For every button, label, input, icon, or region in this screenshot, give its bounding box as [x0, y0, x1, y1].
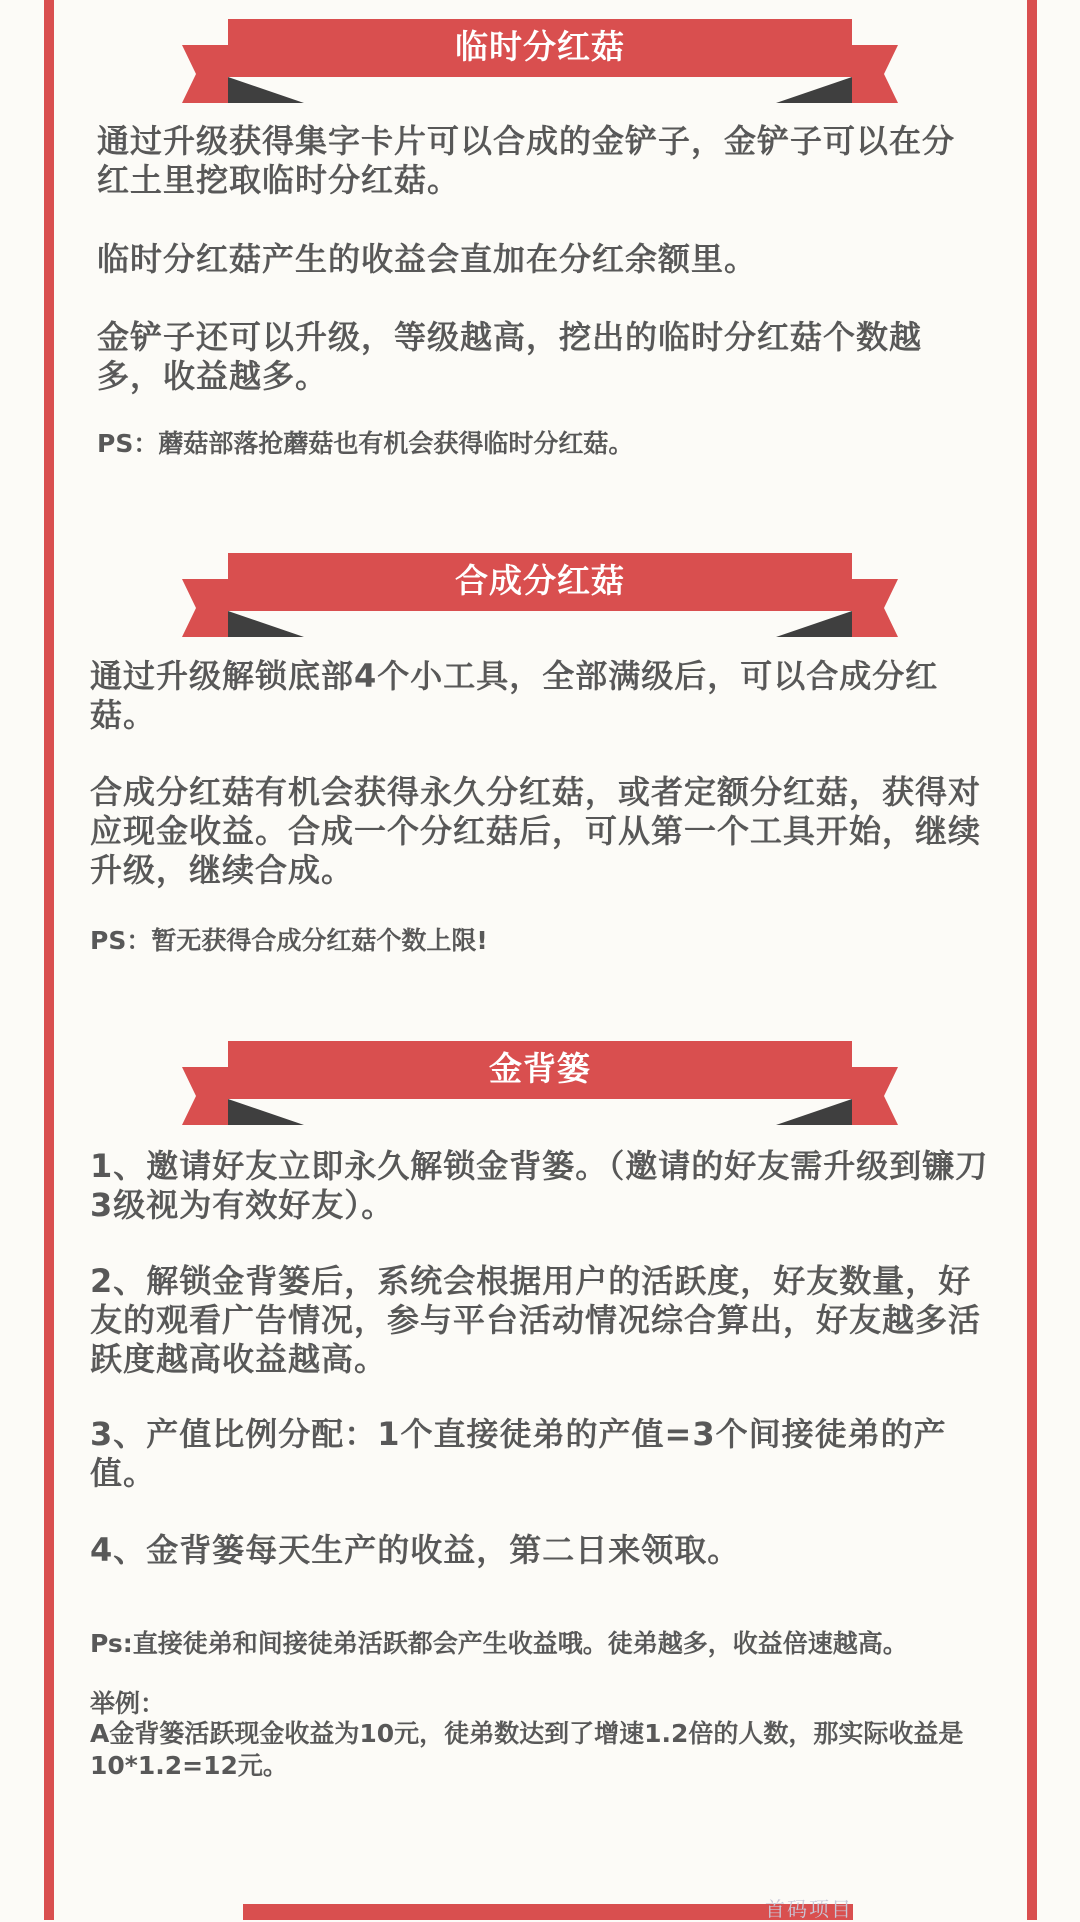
- ps-note: Ps:直接徒弟和间接徒弟活跃都会产生收益哦。徒弟越多，收益倍速越高。: [90, 1629, 908, 1658]
- section-banner-synth-mushroom: [182, 553, 898, 637]
- example-label: 举例：: [90, 1689, 166, 1718]
- paragraph: 2、解锁金背篓后，系统会根据用户的活跃度，好友数量，好友的观看广告情况，参与平台活动情况综合算出，好友越多活跃度越高收益越高。: [90, 1262, 982, 1378]
- page-border-left: [44, 0, 54, 1920]
- paragraph: 4、金背篓每天生产的收益，第二日来领取。: [90, 1531, 741, 1569]
- section-banner-temp-mushroom: [182, 19, 898, 103]
- paragraph: 临时分红菇产生的收益会直加在分红余额里。: [97, 240, 758, 278]
- section-title: 金背篓: [489, 1049, 591, 1088]
- page-border-right: [1027, 0, 1037, 1920]
- paragraph: 1、邀请好友立即永久解锁金背篓。（邀请的好友需升级到镰刀3级视为有效好友）。: [90, 1147, 989, 1224]
- section-title: 合成分红菇: [455, 561, 625, 600]
- section-banner-gold-basket: [182, 1041, 898, 1125]
- ps-note: PS：蘑菇部落抢蘑菇也有机会获得临时分红菇。: [97, 429, 634, 458]
- paragraph: 通过升级解锁底部4个小工具，全部满级后，可以合成分红菇。: [90, 657, 939, 734]
- section-title: 临时分红菇: [455, 27, 625, 66]
- example-text: A金背篓活跃现金收益为10元，徒弟数达到了增速1.2倍的人数，那实际收益是10*1.2=12元。: [90, 1719, 964, 1780]
- next-section-banner: [243, 1904, 853, 1920]
- paragraph: 3、产值比例分配：1个直接徒弟的产值=3个间接徒弟的产值。: [90, 1415, 947, 1492]
- paragraph: 合成分红菇有机会获得永久分红菇，或者定额分红菇，获得对应现金收益。合成一个分红菇后，可从第一个工具开始，继续升级，继续合成。: [90, 773, 982, 889]
- paragraph: 金铲子还可以升级，等级越高，挖出的临时分红菇个数越多，收益越多。: [97, 318, 923, 395]
- ps-note: PS：暂无获得合成分红菇个数上限!: [90, 926, 488, 955]
- paragraph: 通过升级获得集字卡片可以合成的金铲子，金铲子可以在分红土里挖取临时分红菇。: [97, 122, 956, 199]
- watermark: 首码项目: [765, 1897, 853, 1921]
